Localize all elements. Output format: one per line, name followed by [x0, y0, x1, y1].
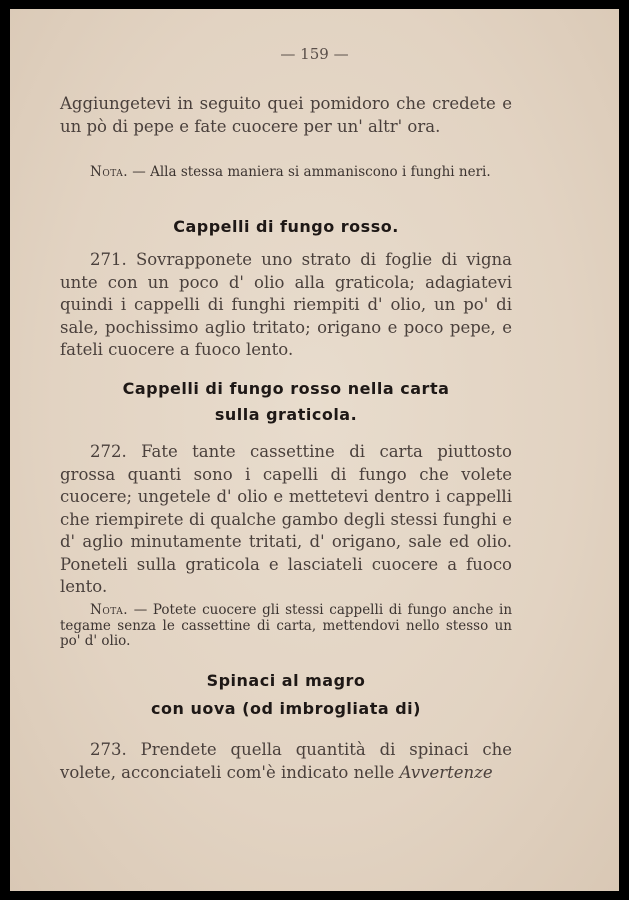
- recipe-paragraph: [60, 249, 512, 362]
- italic-reference: Avvertenze: [399, 762, 493, 782]
- note-label: Nota.: [90, 602, 128, 618]
- note-text: — Potete cuocere gli stessi cappelli di fungo anche in tegame senza le cassettine di carta, mettendovi nello stesso un po' d' olio.: [60, 602, 513, 649]
- recipe-heading: Spinaci al magro: [206, 671, 366, 690]
- recipe-number: 271.: [90, 250, 127, 269]
- note-label: Nota.: [90, 164, 128, 180]
- recipe-text: Sovrapponete uno strato di foglie di vigna unte con un poco d' olio alla graticola; adagiatevi quindi i cappelli di funghi riempiti d' olio, un po' di sale, pochissimo aglio tritato; origano e poco pepe, e fateli cuocere a fuoco lento.: [60, 250, 512, 359]
- recipe-number: 272.: [90, 442, 127, 461]
- note-paragraph: [60, 165, 512, 181]
- recipe-heading: Cappelli di fungo rosso nella carta: [122, 379, 450, 398]
- paragraph-continuation: Aggiungetevi in seguito quei pomidoro che credete e un pò di pepe e fate cuocere per un' altr' ora.: [60, 94, 512, 136]
- recipe-text: Fate tante cassettine di carta piuttosto grossa quanti sono i capelli di fungo che volete cuocere; ungetele d' olio e mettetevi dentro i cappelli che riempirete di qualche gambo degli stessi funghi e d' aglio minutamente tritati, d' origano, sale ed olio. Poneteli sulla graticola e lasciateli cuocere a fuoco lento.: [60, 442, 512, 596]
- recipe-paragraph: [60, 441, 512, 599]
- recipe-number: 273.: [90, 740, 127, 759]
- note-paragraph: [60, 603, 512, 650]
- page-number: — 159 —: [280, 45, 349, 63]
- recipe-heading: Cappelli di fungo rosso.: [173, 217, 399, 236]
- recipe-heading-line2: con uova (od imbrogliata di): [151, 699, 421, 718]
- recipe-paragraph: [60, 739, 512, 784]
- recipe-heading-line2: sulla graticola.: [214, 405, 358, 424]
- recipe-text: Prendete quella quantità di spinaci che volete, acconciateli com'è indicato nelle: [60, 740, 512, 782]
- book-page: [10, 9, 619, 891]
- note-text: — Alla stessa maniera si ammaniscono i funghi neri.: [132, 164, 491, 180]
